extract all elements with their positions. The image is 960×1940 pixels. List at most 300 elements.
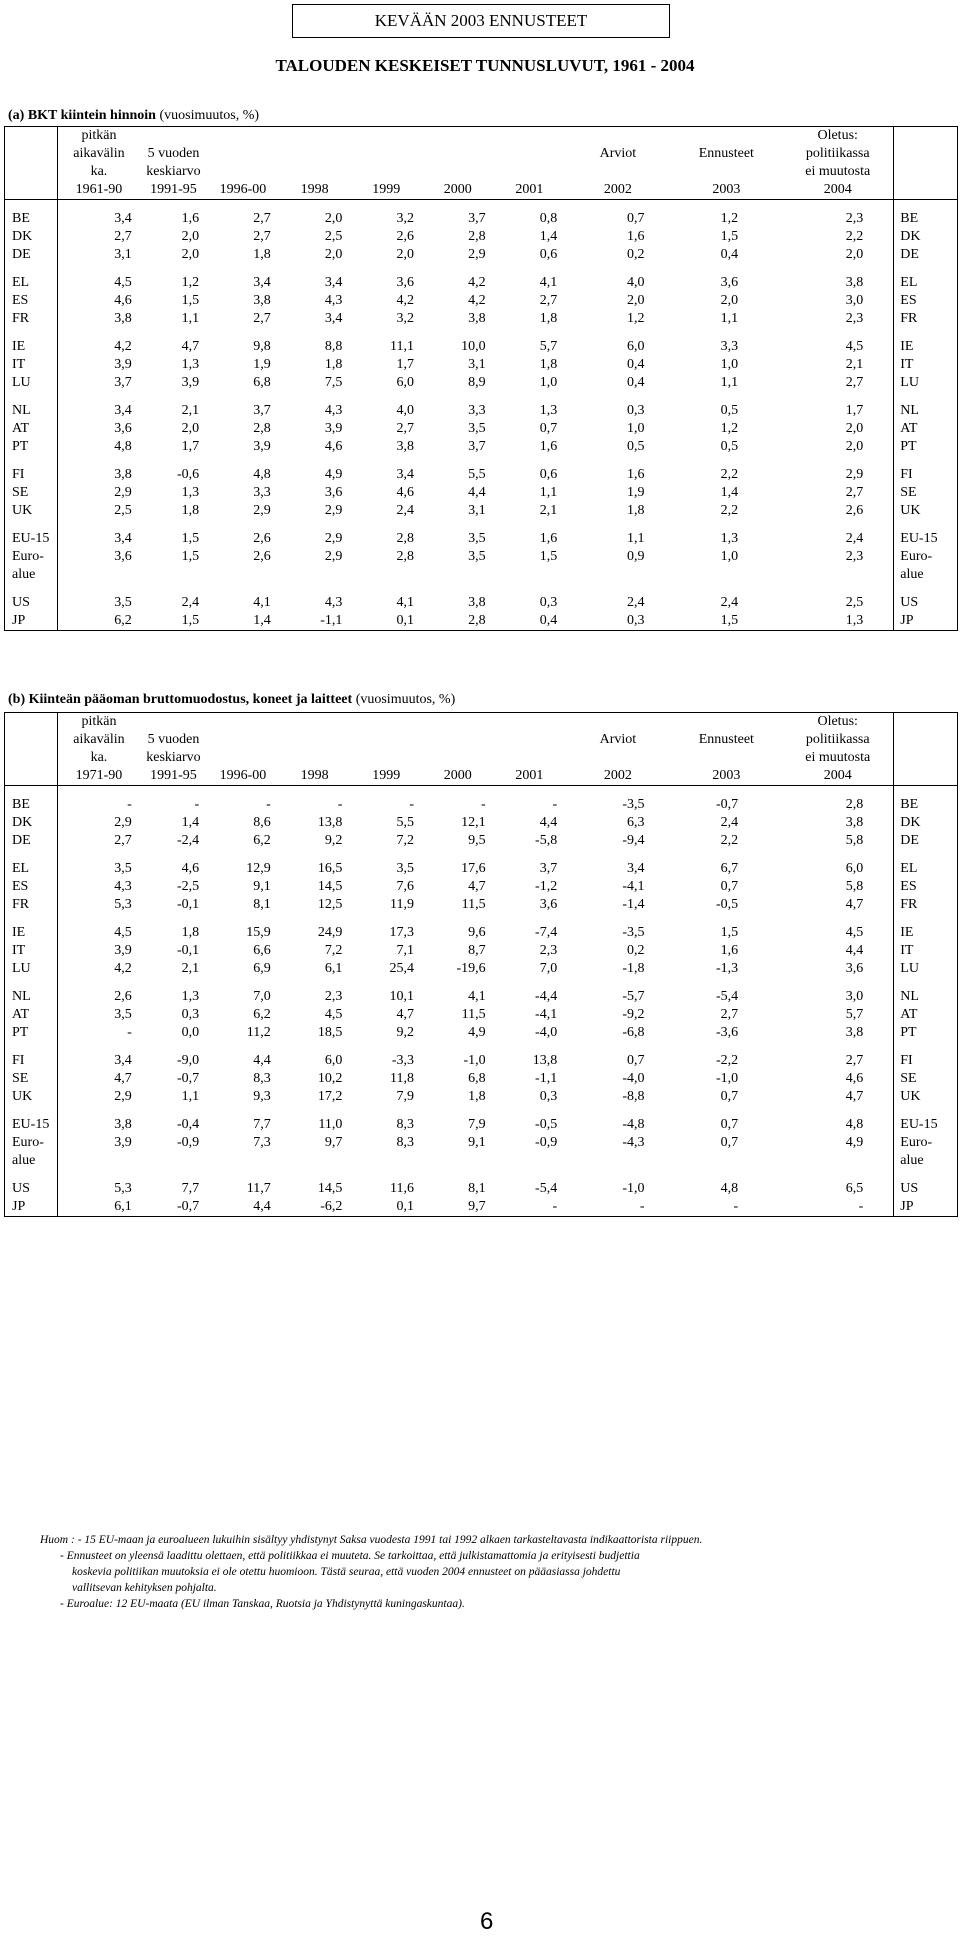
value-cell: 2,8 <box>396 531 414 546</box>
spacer-cell <box>58 456 140 466</box>
value-cell: 2,4 <box>396 503 414 518</box>
table-row <box>5 292 957 310</box>
value-cell: 2,9 <box>324 503 343 518</box>
value-cell: 5,8 <box>845 879 864 894</box>
header-cell <box>671 127 783 145</box>
value-cell: 4,5 <box>845 925 864 940</box>
spacer-cell <box>140 1042 207 1052</box>
header-corner-cell <box>894 767 957 786</box>
header-cell <box>494 145 566 163</box>
country-code-left: DK <box>5 814 58 832</box>
value-cell: 10,0 <box>461 339 486 354</box>
country-code-left: IE <box>5 924 58 942</box>
value-cell: 3,8 <box>396 439 414 454</box>
spacer-cell <box>894 786 957 797</box>
header-cell: 2004 <box>782 767 894 786</box>
value-cell: 0,3 <box>627 613 645 628</box>
value-cell: 7,7 <box>181 1181 200 1196</box>
value-cell: 3,7 <box>114 375 132 390</box>
spacer-cell <box>279 264 351 274</box>
spacer-cell <box>894 914 957 924</box>
header-cell: 1996-00 <box>207 767 279 786</box>
value-cell: -2,2 <box>715 1053 739 1068</box>
value-cell: 4,4 <box>468 485 486 500</box>
value-cell: 0,4 <box>627 357 645 372</box>
value-cell: 4,6 <box>114 293 132 308</box>
country-code-left: AT <box>5 420 58 438</box>
spacer-cell <box>565 1170 670 1180</box>
header-cell: 2000 <box>422 767 494 786</box>
value-cell: 18,5 <box>317 1025 343 1040</box>
page-number: 6 <box>480 1908 494 1935</box>
value-cell: -0,1 <box>177 897 200 912</box>
country-code-right: EL <box>894 274 957 292</box>
value-cell: 6,2 <box>253 1007 271 1022</box>
value-cell: 0,5 <box>720 403 739 418</box>
table-row <box>5 960 957 978</box>
header-cell: pitkän <box>81 714 117 729</box>
country-code-right: ES <box>894 292 957 310</box>
value-cell: 24,9 <box>317 925 343 940</box>
header-cell: ei muutosta <box>805 750 871 765</box>
spacer-cell <box>140 520 207 530</box>
value-cell: 4,9 <box>324 467 343 482</box>
spacer-cell <box>671 786 783 797</box>
value-cell: 2,7 <box>253 311 271 326</box>
value-cell: 9,1 <box>253 879 271 894</box>
value-cell: 3,4 <box>627 861 645 876</box>
value-cell: 1,1 <box>539 485 558 500</box>
value-cell: 1,5 <box>720 613 739 628</box>
header-corner-cell <box>894 749 957 767</box>
value-cell: 3,9 <box>181 375 200 390</box>
value-cell: 1,5 <box>181 293 200 308</box>
spacer-cell <box>207 1042 279 1052</box>
spacer-cell <box>565 520 670 530</box>
spacer-cell <box>494 978 566 988</box>
spacer-cell <box>207 786 279 797</box>
value-cell: - <box>858 1199 864 1214</box>
spacer-cell <box>422 392 494 402</box>
value-cell: 4,4 <box>845 943 864 958</box>
value-cell: 4,7 <box>181 339 200 354</box>
country-code-left: NL <box>5 988 58 1006</box>
header-corner-cell <box>894 163 957 181</box>
value-cell: 4,1 <box>539 275 558 290</box>
spacer-cell <box>279 914 351 924</box>
country-code-right: PT <box>894 1024 957 1042</box>
country-code-left: UK <box>5 502 58 520</box>
country-code-left: EU-15 <box>5 1116 58 1134</box>
spacer-cell <box>422 1170 494 1180</box>
spacer-cell <box>422 584 494 594</box>
value-cell: 2,8 <box>845 797 864 812</box>
value-cell: 15,9 <box>246 925 271 940</box>
spacer-cell <box>140 584 207 594</box>
value-cell: 17,2 <box>317 1089 343 1104</box>
value-cell: - <box>409 797 414 812</box>
value-cell: 1,8 <box>627 503 645 518</box>
value-cell <box>422 566 494 584</box>
value-cell: 8,1 <box>468 1181 486 1196</box>
country-code-right: US <box>894 594 957 612</box>
spacer-cell <box>782 1170 894 1180</box>
value-cell: 2,1 <box>539 503 558 518</box>
value-cell: 3,8 <box>845 815 864 830</box>
country-code-right: NL <box>894 402 957 420</box>
value-cell: - <box>552 1199 558 1214</box>
value-cell: 8,3 <box>253 1071 271 1086</box>
country-code-right: alue <box>894 1152 957 1170</box>
value-cell: 7,7 <box>253 1117 271 1132</box>
value-cell: 0,3 <box>181 1007 200 1022</box>
value-cell: 3,5 <box>114 1007 132 1022</box>
table-row <box>5 548 957 566</box>
table-row <box>5 1052 957 1070</box>
table-row <box>5 924 957 942</box>
value-cell: 6,9 <box>253 961 271 976</box>
country-code-right: Euro- <box>894 1134 957 1152</box>
group-spacer <box>5 978 957 988</box>
value-cell: 3,9 <box>324 421 343 436</box>
value-cell: 6,0 <box>396 375 414 390</box>
value-cell: 5,3 <box>114 897 132 912</box>
value-cell: 4,2 <box>114 339 132 354</box>
value-cell: 2,1 <box>181 961 200 976</box>
spacer-cell <box>565 1042 670 1052</box>
spacer-cell <box>422 1042 494 1052</box>
value-cell: 2,7 <box>253 211 271 226</box>
value-cell: -1,0 <box>622 1181 645 1196</box>
value-cell: 11,7 <box>246 1181 271 1196</box>
value-cell: 6,0 <box>845 861 864 876</box>
group-spacer <box>5 850 957 860</box>
value-cell: 3,9 <box>114 357 132 372</box>
value-cell: -1,4 <box>622 897 645 912</box>
value-cell: -3,6 <box>715 1025 739 1040</box>
spacer-cell <box>5 520 58 530</box>
value-cell: 1,3 <box>181 357 200 372</box>
spacer-cell <box>671 1106 783 1116</box>
value-cell: 7,2 <box>324 943 343 958</box>
table-row <box>5 310 957 328</box>
value-cell: 11,2 <box>246 1025 271 1040</box>
value-cell: 0,7 <box>720 1117 739 1132</box>
table-row <box>5 1152 957 1170</box>
value-cell: 3,3 <box>468 403 486 418</box>
value-cell: 3,6 <box>114 421 132 436</box>
spacer-cell <box>565 392 670 402</box>
value-cell: 0,3 <box>627 403 645 418</box>
value-cell: 1,4 <box>181 815 200 830</box>
header-row <box>5 749 957 767</box>
table-b-title <box>8 692 455 708</box>
value-cell: - <box>733 1199 739 1214</box>
footnote-2: - Ennusteet on yleensä laadittu olettaen, että politiikkaa ei muuteta. Se tarkoittaa, että julkistamattomia ja erityisesti budjettia <box>60 1550 640 1562</box>
spacer-cell <box>494 584 566 594</box>
value-cell: 4,5 <box>114 275 132 290</box>
value-cell: 1,2 <box>181 275 200 290</box>
header-cell <box>279 713 351 731</box>
table-a-grid <box>5 127 957 630</box>
header-row <box>5 127 957 145</box>
value-cell: 2,9 <box>324 549 343 564</box>
value-cell: 4,3 <box>114 879 132 894</box>
group-spacer <box>5 584 957 594</box>
spacer-cell <box>671 850 783 860</box>
spacer-cell <box>207 520 279 530</box>
table-b-label: (b) <box>8 692 26 707</box>
value-cell: -4,3 <box>622 1135 645 1150</box>
value-cell: 3,8 <box>845 1025 864 1040</box>
header-cell <box>565 713 670 731</box>
value-cell: 3,1 <box>468 503 486 518</box>
value-cell: 0,9 <box>627 549 645 564</box>
group-spacer <box>5 1042 957 1052</box>
group-spacer <box>5 456 957 466</box>
country-code-right: BE <box>894 796 957 814</box>
value-cell: 3,5 <box>114 595 132 610</box>
value-cell: 2,2 <box>845 229 864 244</box>
header-row <box>5 181 957 200</box>
header-row <box>5 145 957 163</box>
spacer-cell <box>494 200 566 211</box>
value-cell: 0,2 <box>627 943 645 958</box>
value-cell: 2,8 <box>468 229 486 244</box>
value-cell: 3,8 <box>253 293 271 308</box>
value-cell: 4,2 <box>468 293 486 308</box>
spacer-cell <box>350 1042 422 1052</box>
value-cell: 4,1 <box>253 595 271 610</box>
value-cell: - <box>194 797 200 812</box>
spacer-cell <box>58 1106 140 1116</box>
spacer-cell <box>671 914 783 924</box>
header-cell: 2002 <box>565 767 670 786</box>
country-code-left: PT <box>5 438 58 456</box>
country-code-right: IE <box>894 338 957 356</box>
spacer-cell <box>894 264 957 274</box>
spacer-cell <box>494 520 566 530</box>
table-row <box>5 274 957 292</box>
country-code-right: EU-15 <box>894 1116 957 1134</box>
value-cell: 1,9 <box>627 485 645 500</box>
spacer-cell <box>140 456 207 466</box>
value-cell: 6,3 <box>627 815 645 830</box>
header-cell <box>279 127 351 145</box>
value-cell: -9,0 <box>177 1053 200 1068</box>
value-cell: 1,8 <box>468 1089 486 1104</box>
spacer-cell <box>782 264 894 274</box>
header-cell <box>494 749 566 767</box>
country-code-left: NL <box>5 402 58 420</box>
value-cell: -0,9 <box>177 1135 200 1150</box>
header-cell <box>207 731 279 749</box>
value-cell: 3,9 <box>253 439 271 454</box>
header-cell: 1998 <box>279 181 351 200</box>
value-cell: 2,6 <box>253 531 271 546</box>
spacer-cell <box>207 914 279 924</box>
value-cell: -1,0 <box>463 1053 486 1068</box>
value-cell: 10,1 <box>389 989 414 1004</box>
value-cell: 2,4 <box>720 815 739 830</box>
value-cell: 5,7 <box>539 339 558 354</box>
value-cell: 3,4 <box>324 275 343 290</box>
country-code-right: ES <box>894 878 957 896</box>
spacer-cell <box>5 1042 58 1052</box>
spacer-cell <box>58 392 140 402</box>
value-cell: 11,6 <box>390 1181 414 1196</box>
spacer-cell <box>894 1042 957 1052</box>
header-corner-cell <box>5 163 58 181</box>
value-cell: 7,9 <box>396 1089 414 1104</box>
country-code-left: alue <box>5 1152 58 1170</box>
spacer-cell <box>140 850 207 860</box>
country-code-left: DE <box>5 832 58 850</box>
value-cell: 1,3 <box>845 613 864 628</box>
value-cell: 8,1 <box>253 897 271 912</box>
value-cell: 4,8 <box>114 439 132 454</box>
header-cell: 2001 <box>494 181 566 200</box>
country-code-left: DE <box>5 246 58 264</box>
value-cell: 4,6 <box>396 485 414 500</box>
value-cell <box>671 566 783 584</box>
spacer-cell <box>422 200 494 211</box>
value-cell: 3,6 <box>720 275 739 290</box>
country-code-right: AT <box>894 420 957 438</box>
value-cell: 3,4 <box>396 467 414 482</box>
table-row <box>5 566 957 584</box>
value-cell: 2,7 <box>845 1053 864 1068</box>
header-cell <box>350 127 422 145</box>
spacer-cell <box>565 786 670 797</box>
value-cell: 3,6 <box>114 549 132 564</box>
spacer-cell <box>782 328 894 338</box>
value-cell <box>782 1152 894 1170</box>
spacer-cell <box>279 850 351 860</box>
value-cell: 4,6 <box>845 1071 864 1086</box>
spacer-cell <box>207 456 279 466</box>
spacer-cell <box>279 392 351 402</box>
header-cell: Ennusteet <box>698 146 754 161</box>
group-spacer <box>5 328 957 338</box>
country-code-left: PT <box>5 1024 58 1042</box>
spacer-cell <box>140 200 207 211</box>
header-corner-cell <box>5 713 58 731</box>
header-cell <box>494 163 566 181</box>
spacer-cell <box>494 914 566 924</box>
value-cell <box>58 1152 140 1170</box>
value-cell: 2,3 <box>539 943 558 958</box>
spacer-cell <box>671 520 783 530</box>
value-cell: 11,0 <box>318 1117 343 1132</box>
header-corner-cell <box>5 181 58 200</box>
spacer-cell <box>565 850 670 860</box>
spacer-cell <box>5 914 58 924</box>
value-cell: 2,7 <box>845 375 864 390</box>
value-cell: 1,1 <box>181 311 200 326</box>
spacer-cell <box>565 584 670 594</box>
spacer-cell <box>140 914 207 924</box>
spacer-cell <box>422 264 494 274</box>
value-cell: 12,1 <box>461 815 486 830</box>
value-cell: 0,1 <box>396 613 414 628</box>
spacer-cell <box>140 978 207 988</box>
table-row <box>5 1180 957 1198</box>
header-cell: 2002 <box>565 181 670 200</box>
page-title: TALOUDEN KESKEISET TUNNUSLUVUT, 1961 - 2004 <box>275 56 695 75</box>
value-cell: 3,0 <box>845 989 864 1004</box>
value-cell: 9,8 <box>253 339 271 354</box>
value-cell: 6,0 <box>324 1053 343 1068</box>
value-cell <box>565 1152 670 1170</box>
spacer-cell <box>350 520 422 530</box>
value-cell: 3,6 <box>324 485 343 500</box>
value-cell: 1,6 <box>627 229 645 244</box>
value-cell: 12,5 <box>317 897 343 912</box>
table-b-grid <box>5 713 957 1216</box>
group-spacer <box>5 392 957 402</box>
value-cell: 2,9 <box>114 485 132 500</box>
value-cell: 7,0 <box>253 989 271 1004</box>
header-cell: 1991-95 <box>140 767 207 786</box>
value-cell: 2,0 <box>181 247 200 262</box>
value-cell: 7,2 <box>396 833 414 848</box>
header-cell: 1971-90 <box>58 767 140 786</box>
header-cell: 5 vuoden <box>147 732 200 747</box>
value-cell: -5,4 <box>715 989 739 1004</box>
value-cell: -8,8 <box>622 1089 645 1104</box>
value-cell <box>350 566 422 584</box>
value-cell: 3,3 <box>720 339 739 354</box>
table-row <box>5 878 957 896</box>
spacer-cell <box>494 786 566 797</box>
group-spacer <box>5 1106 957 1116</box>
value-cell: 2,0 <box>845 439 864 454</box>
value-cell: 0,7 <box>720 1089 739 1104</box>
header-cell <box>350 713 422 731</box>
table-row <box>5 374 957 392</box>
header-cell <box>494 713 566 731</box>
value-cell <box>782 566 894 584</box>
spacer-cell <box>5 200 58 211</box>
spacer-cell <box>782 914 894 924</box>
country-code-left: FR <box>5 310 58 328</box>
value-cell: 3,5 <box>468 421 486 436</box>
spacer-cell <box>140 328 207 338</box>
country-code-right: IE <box>894 924 957 942</box>
spacer-cell <box>350 264 422 274</box>
value-cell: 4,2 <box>114 961 132 976</box>
value-cell: -2,5 <box>177 879 200 894</box>
header-cell <box>422 163 494 181</box>
spacer-cell <box>207 1106 279 1116</box>
value-cell: 9,7 <box>468 1199 486 1214</box>
value-cell: 4,1 <box>468 989 486 1004</box>
header-cell <box>422 749 494 767</box>
value-cell: 2,0 <box>324 247 343 262</box>
value-cell: 4,5 <box>845 339 864 354</box>
value-cell: - <box>266 797 271 812</box>
spacer-cell <box>5 978 58 988</box>
value-cell: 4,5 <box>114 925 132 940</box>
country-code-right: FI <box>894 466 957 484</box>
table-row <box>5 484 957 502</box>
value-cell: 2,3 <box>845 311 864 326</box>
value-cell: 16,5 <box>317 861 343 876</box>
value-cell <box>140 566 207 584</box>
table-a-title-bold: BKT kiintein hinnoin <box>27 108 156 123</box>
country-code-right: DK <box>894 814 957 832</box>
